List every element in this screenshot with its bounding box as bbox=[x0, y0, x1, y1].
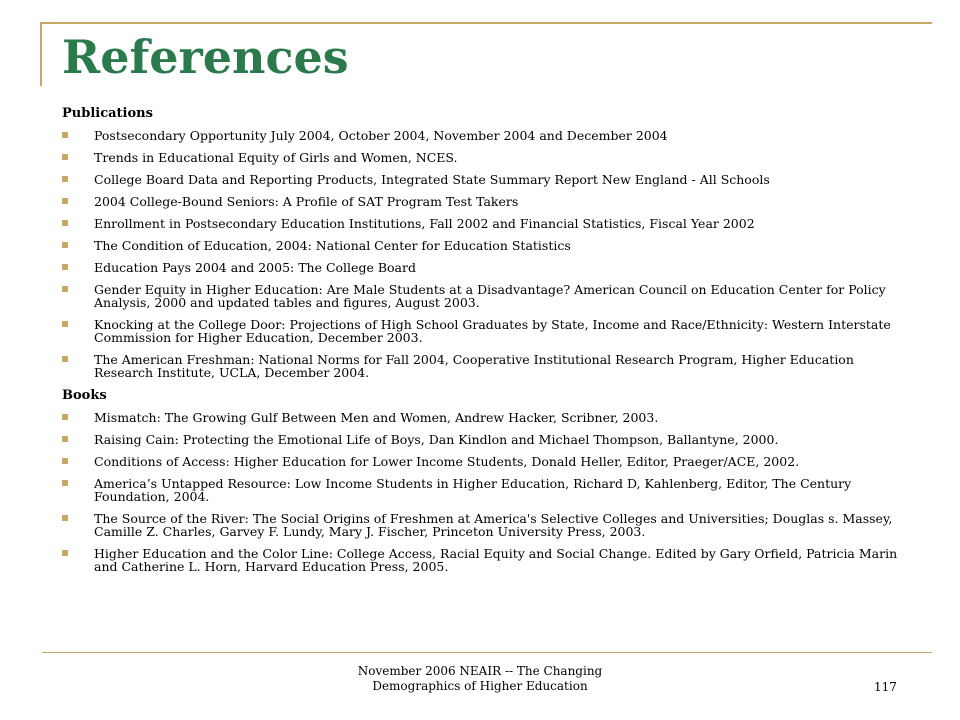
book-item: Conditions of Access: Higher Education for Lower Income Students, Donald Heller, Editor, Praeger/ACE, 2002. bbox=[62, 455, 902, 468]
footer-divider bbox=[42, 652, 932, 653]
publication-item: Enrollment in Postsecondary Education Institutions, Fall 2002 and Financial Statistics, Fiscal Year 2002 bbox=[62, 217, 902, 230]
publication-item: The Condition of Education, 2004: National Center for Education Statistics bbox=[62, 239, 902, 252]
section-heading-books: Books bbox=[62, 388, 107, 403]
page-number: 117 bbox=[874, 680, 897, 694]
publication-item: Knocking at the College Door: Projections of High School Graduates by State, Income and Race/Ethnicity: Western Interstate Commission for Higher Education, December 2003. bbox=[62, 318, 902, 344]
references-content bbox=[62, 106, 902, 582]
slide-footer bbox=[330, 664, 630, 694]
publication-item: College Board Data and Reporting Products, Integrated State Summary Report New England - All Schools bbox=[62, 173, 902, 186]
section-heading-publications: Publications bbox=[62, 106, 153, 121]
publication-item: Postsecondary Opportunity July 2004, October 2004, November 2004 and December 2004 bbox=[62, 129, 902, 142]
footer-line-1: November 2006 NEAIR -- The Changing bbox=[357, 664, 603, 678]
publications-list bbox=[62, 129, 902, 379]
book-item: Mismatch: The Growing Gulf Between Men and Women, Andrew Hacker, Scribner, 2003. bbox=[62, 411, 902, 424]
slide-title: References bbox=[62, 30, 349, 84]
top-border-line bbox=[40, 22, 932, 24]
publication-item: Trends in Educational Equity of Girls and Women, NCES. bbox=[62, 151, 902, 164]
book-item: America’s Untapped Resource: Low Income Students in Higher Education, Richard D, Kahlenberg, Editor, The Century Foundation, 2004. bbox=[62, 477, 902, 503]
publication-item: Education Pays 2004 and 2005: The College Board bbox=[62, 261, 902, 274]
publication-item: The American Freshman: National Norms for Fall 2004, Cooperative Institutional Research Program, Higher Education Research Institute, UCLA, December 2004. bbox=[62, 353, 902, 379]
book-item: The Source of the River: The Social Origins of Freshmen at America's Selective Colleges and Universities; Douglas s. Massey, Camille Z. Charles, Garvey F. Lundy, Mary J. Fischer, Princeton University Press, 2003. bbox=[62, 512, 902, 538]
publication-item: Gender Equity in Higher Education: Are Male Students at a Disadvantage? American Council on Education Center for Policy Analysis, 2000 and updated tables and figures, August 2003. bbox=[62, 283, 902, 309]
publication-item: 2004 College-Bound Seniors: A Profile of SAT Program Test Takers bbox=[62, 195, 902, 208]
book-item: Higher Education and the Color Line: College Access, Racial Equity and Social Change. Edited by Gary Orfield, Patricia Marin and Catherine L. Horn, Harvard Education Press, 2005. bbox=[62, 547, 902, 573]
books-list bbox=[62, 411, 902, 573]
book-item: Raising Cain: Protecting the Emotional Life of Boys, Dan Kindlon and Michael Thompson, Ballantyne, 2000. bbox=[62, 433, 902, 446]
footer-line-2: Demographics of Higher Education bbox=[372, 679, 588, 693]
left-border-line bbox=[40, 22, 42, 86]
